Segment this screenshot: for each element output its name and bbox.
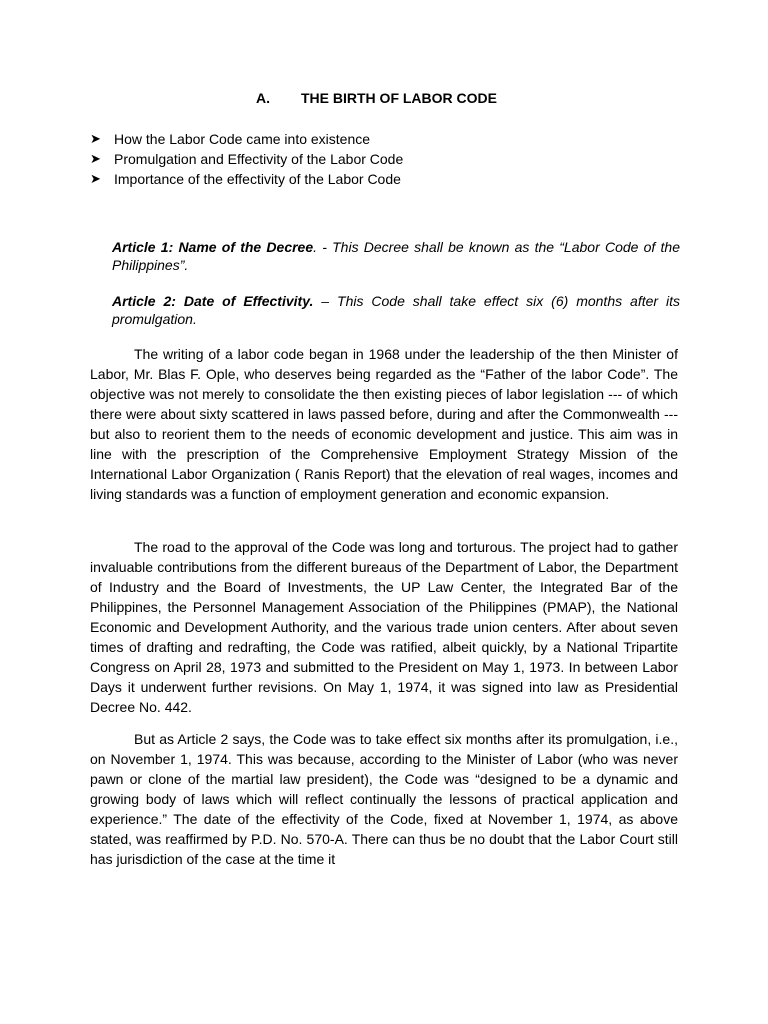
list-item: ➤ Importance of the effectivity of the Labor Code <box>90 171 401 187</box>
article-text: – This Code shall take effect six (6) months after its promulgation. <box>112 293 680 327</box>
section-letter: A. <box>256 90 270 106</box>
topic-list <box>90 129 690 189</box>
list-item: ➤ Promulgation and Effectivity of the Labor Code <box>90 151 404 167</box>
article-1 <box>112 238 680 274</box>
arrow-bullet-icon: ➤ <box>90 131 101 146</box>
body-paragraph-3: But as Article 2 says, the Code was to take effect six months after its promulgation, i.e., on November 1, 1974. This was because, according to the Minister of Labor (who was never pawn or clone of the martial law president), the Code was “designed to be a dynamic and growing body of laws which will reflect continually the lessons of practical application and experience.” The date of the effectivity of the Code, fixed at November 1, 1974, as above stated, was reaffirmed by P.D. No. 570-A. There can thus be no doubt that the Labor Court still has jurisdiction of the case at the time it <box>90 731 678 867</box>
arrow-bullet-icon: ➤ <box>90 171 101 186</box>
list-item: ➤ How the Labor Code came into existence <box>90 131 371 147</box>
body-paragraph-2: The road to the approval of the Code was long and torturous. The project had to gather invaluable contributions from the different bureaus of the Department of Labor, the Department of Industry and the Board of Investments, the UP Law Center, the Integrated Bar of the Philippines, the Personnel Management Association of the Philippines (PMAP), the National Economic and Development Authority, and the various trade union centers. After about seven times of drafting and redrafting, the Code was ratified, albeit quickly, by a National Tripartite Congress on April 28, 1973 and submitted to the President on May 1, 1973. In between Labor Days it underwent further revisions. On May 1, 1974, it was signed into law as Presidential Decree No. 442. <box>90 539 678 715</box>
body-paragraph-1: The writing of a labor code began in 1968 under the leadership of the then Minister of Labor, Mr. Blas F. Ople, who deserves being regarded as the “Father of the labor Code”. The objective was not merely to consolidate the then existing pieces of labor legislation --- of which there were about sixty scattered in laws passed before, during and after the Commonwealth --- but also to reorient them to the needs of economic development and justice. This aim was in line with the prescription of the Comprehensive Employment Strategy Mission of the International Labor Organization ( Ranis Report) that the elevation of real wages, incomes and living standards was a function of employment generation and economic expansion. <box>90 346 678 502</box>
section-title: THE BIRTH OF LABOR CODE <box>301 90 497 106</box>
article-text: . - This Decree shall be known as the “Labor Code of the Philippines”. <box>112 239 680 273</box>
article-label: Article 1: Name of the Decree <box>112 239 314 255</box>
article-2 <box>112 292 680 328</box>
arrow-bullet-icon: ➤ <box>90 151 101 166</box>
article-label: Article 2: Date of Effectivity. <box>112 293 314 309</box>
